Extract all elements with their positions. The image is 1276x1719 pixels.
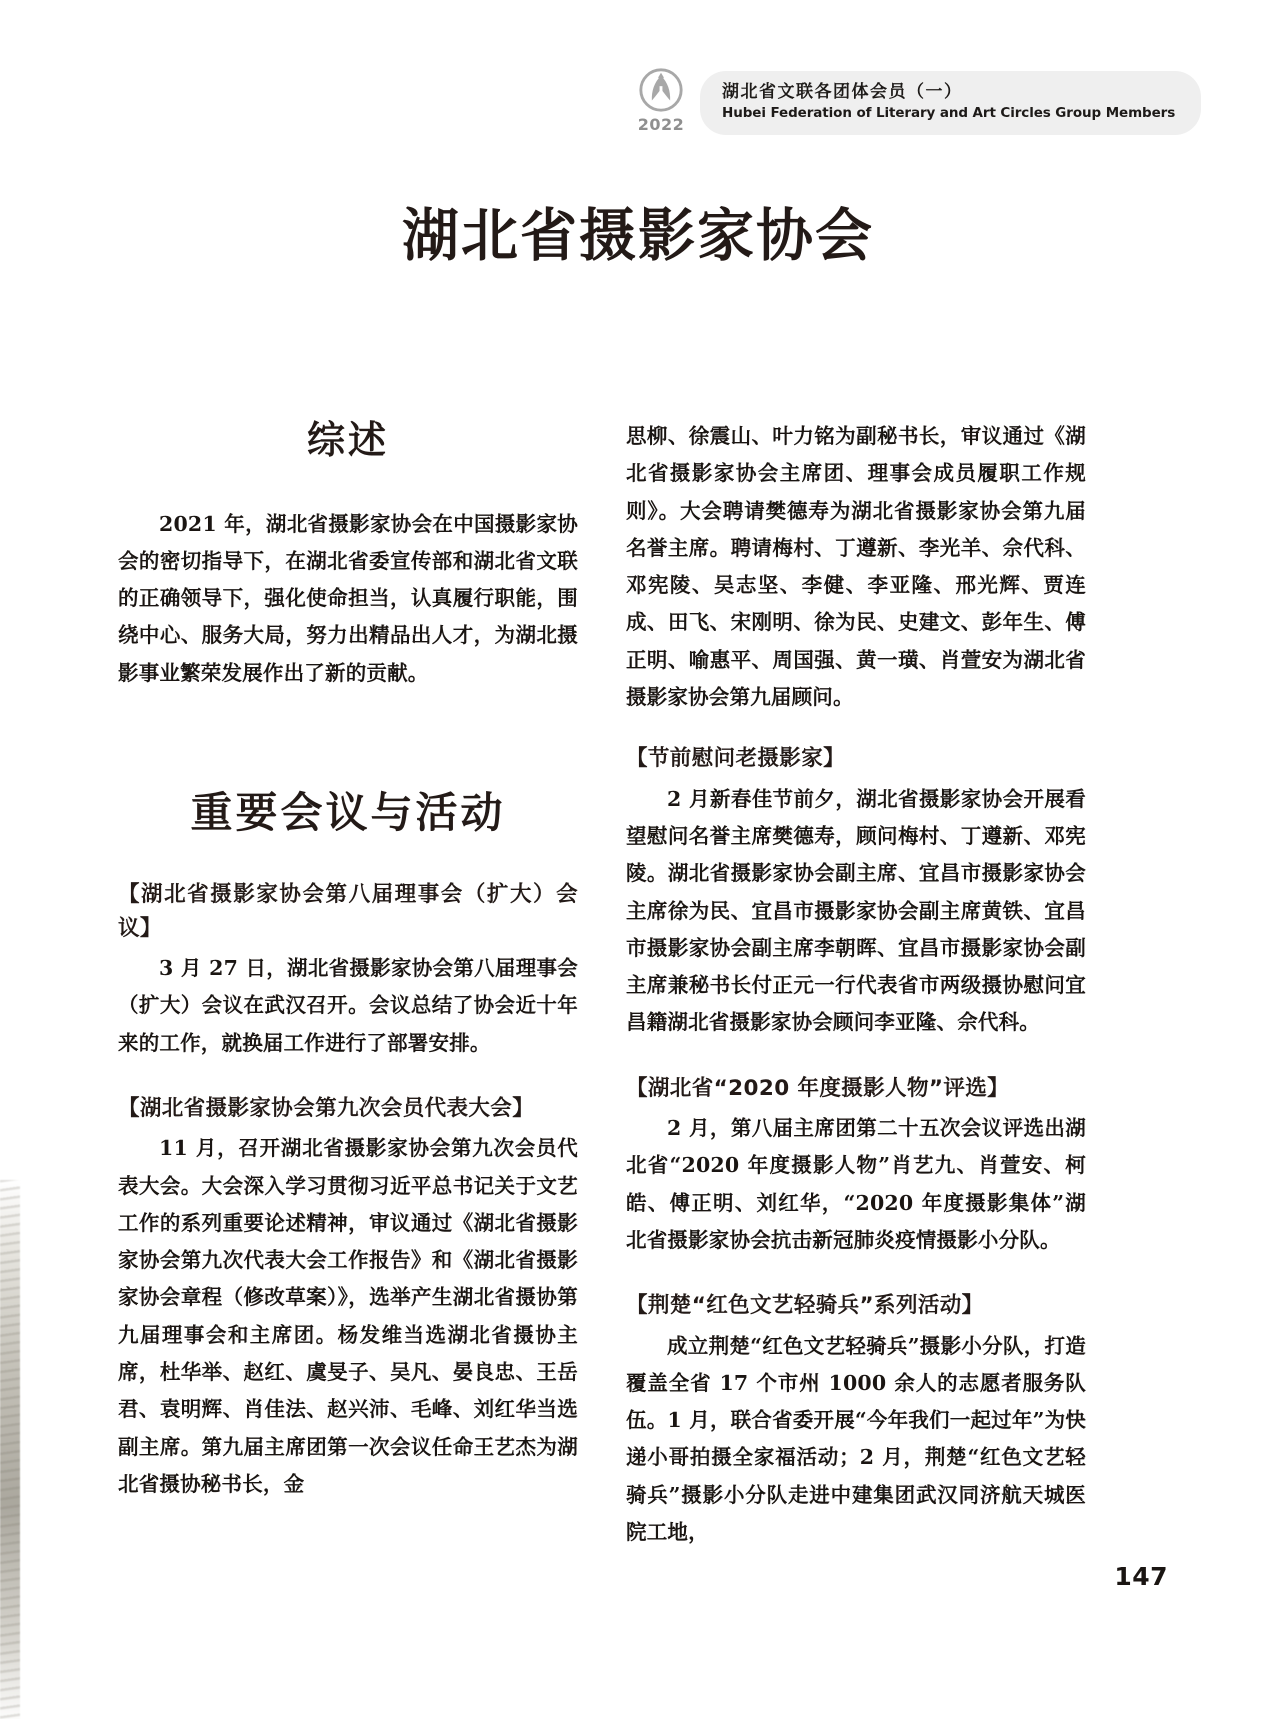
subsection-paragraph: 3 月 27 日，湖北省摄影家协会第八届理事会（扩大）会议在武汉召开。会议总结了协会近十年来的工作，就换届工作进行了部署安排。	[118, 956, 578, 1055]
right-column	[626, 418, 1086, 1577]
subsection-paragraph: 2 月，第八届主席团第二十五次会议评选出湖北省“2020 年度摄影人物”肖艺九、肖萱安、柯皓、傅正明、刘红华，“2020 年度摄影集体”湖北省摄影家协会抗击新冠肺炎疫情摄影小分队。	[626, 1116, 1086, 1252]
subsection-heading: 【荆楚“红色文艺轻骑兵”系列活动】	[626, 1293, 984, 1319]
header-logo	[630, 66, 692, 140]
overview-heading: 综述	[306, 418, 389, 462]
header-title-pill	[700, 71, 1201, 135]
subsection-paragraph: 成立荆楚“红色文艺轻骑兵”摄影小分队，打造覆盖全省 17 个市州 1000 余人的志愿者服务队伍。1 月，联合省委开展“今年我们一起过年”为快递小哥拍摄全家福活动；2 月，荆楚“红色文艺轻骑兵”摄影小分队走进中建集团武汉同济航天城医院工地，	[626, 1333, 1086, 1545]
subsection-heading: 【湖北省摄影家协会第八届理事会（扩大）会议】	[118, 882, 578, 941]
body-columns	[118, 418, 1168, 1577]
page-title: 湖北省摄影家协会	[402, 202, 874, 269]
header-title-cn: 湖北省文联各团体会员（一）	[722, 82, 963, 103]
header-year: 2022	[637, 115, 685, 134]
subsection-heading: 【湖北省“2020 年度摄影人物”评选】	[626, 1075, 1010, 1101]
continued-paragraph: 思柳、徐震山、叶力铭为副秘书长，审议通过《湖北省摄影家协会主席团、理事会成员履职工作规则》。大会聘请樊德寿为湖北省摄影家协会第九届名誉主席。聘请梅村、丁遵新、李光羊、佘代科、邓宪陵、吴志坚、李健、李亚隆、邢光辉、贾连成、田飞、宋刚明、徐为民、史建文、彭年生、傅正明、喻惠平、周国强、黄一璜、肖萱安为湖北省摄影家协会第九届顾问。	[626, 424, 1086, 710]
subsection-heading: 【湖北省摄影家协会第九次会员代表大会】	[118, 1095, 535, 1121]
subsection-paragraph: 11 月，召开湖北省摄影家协会第九次会员代表大会。大会深入学习贯彻习近平总书记关于文艺工作的系列重要论述精神，审议通过《湖北省摄影家协会第九次代表大会工作报告》和《湖北省摄影家协会章程（修改草案）》，选举产生湖北省摄协第九届理事会和主席团。杨发维当选湖北省摄协主席，杜华举、赵红、虞旻子、吴凡、晏良忠、王岳君、袁明辉、肖佳法、赵兴沛、毛峰、刘红华当选副主席。第九届主席团第一次会议任命王艺杰为湖北省摄协秘书长，金	[118, 1136, 578, 1496]
activities-heading: 重要会议与活动	[190, 788, 506, 838]
running-header	[630, 66, 1201, 140]
left-column	[118, 418, 578, 1577]
subsection-heading: 【节前慰问老摄影家】	[626, 746, 846, 772]
subsection-paragraph: 2 月新春佳节前夕，湖北省摄影家协会开展看望慰问名誉主席樊德寿，顾问梅村、丁遵新、邓宪陵。湖北省摄影家协会副主席、宜昌市摄影家协会主席徐为民、宜昌市摄影家协会副主席黄铁、宜昌市摄影家协会副主席李朝晖、宜昌市摄影家协会副主席兼秘书长付正元一行代表省市两级摄协慰问宜昌籍湖北省摄影家协会顾问李亚隆、佘代科。	[626, 786, 1086, 1035]
overview-paragraph: 2021 年，湖北省摄影家协会在中国摄影家协会的密切指导下，在湖北省委宣传部和湖北省文联的正确领导下，强化使命担当，认真履行职能，围绕中心、服务大局，努力出精品出人才，为湖北摄影事业繁荣发展作出了新的贡献。	[118, 511, 578, 685]
page-number: 147	[1114, 1562, 1168, 1591]
hubei-federation-emblem-icon	[637, 66, 685, 114]
header-title-en: Hubei Federation of Literary and Art Circles Group Members	[722, 105, 1176, 122]
page-edge-texture	[0, 1180, 20, 1719]
